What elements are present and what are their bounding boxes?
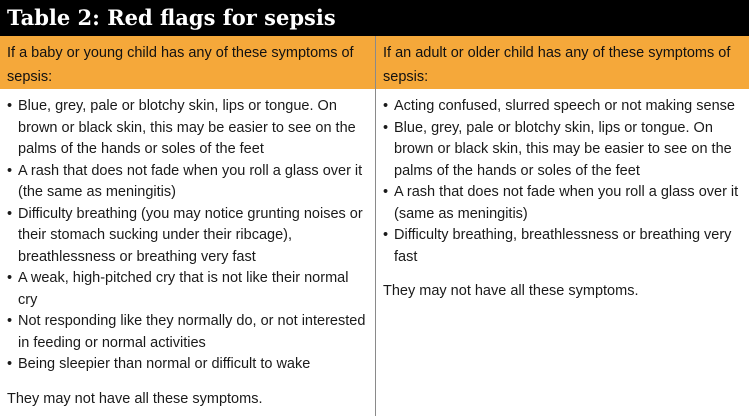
header-baby-child: If a baby or young child has any of these symptoms of sepsis: xyxy=(0,36,376,89)
cell-baby-child-symptoms xyxy=(0,89,376,416)
list-item: • Acting confused, slurred speech or not making sense xyxy=(383,96,742,118)
list-item: • Difficulty breathing (you may notice grunting noises or their stomach sucking under their ribcage), breathlessness or breathing very fast xyxy=(7,204,368,269)
table-body-row xyxy=(0,89,749,416)
header-adult-older-child: If an adult or older child has any of these symptoms of sepsis: xyxy=(383,45,731,85)
note-baby-child: They may not have all these symptoms. xyxy=(7,390,263,407)
symptom-list-adult-older-child xyxy=(383,96,742,268)
list-item: • Blue, grey, pale or blotchy skin, lips or tongue. On brown or black skin, this may be easier to see on the palms of the hands or soles of the feet xyxy=(383,118,742,183)
list-item: • Difficulty breathing, breathlessness or breathing very fast xyxy=(383,225,742,268)
list-item: • Being sleepier than normal or difficult to wake xyxy=(7,354,368,376)
symptom-list-baby-child xyxy=(7,96,368,376)
table-header-row xyxy=(0,36,749,89)
list-item: • Not responding like they normally do, or not interested in feeding or normal activities xyxy=(7,311,368,354)
table-title: Table 2: Red flags for sepsis xyxy=(0,0,749,36)
list-item: • A weak, high-pitched cry that is not like their normal cry xyxy=(7,268,368,311)
list-item: • Blue, grey, pale or blotchy skin, lips or tongue. On brown or black skin, this may be easier to see on the palms of the hands or soles of the feet xyxy=(7,96,368,161)
cell-adult-older-child-symptoms xyxy=(376,89,749,416)
list-item: • A rash that does not fade when you roll a glass over it (the same as meningitis) xyxy=(7,161,368,204)
note-adult-older-child: They may not have all these symptoms. xyxy=(383,283,639,299)
list-item: • A rash that does not fade when you roll a glass over it (same as meningitis) xyxy=(383,182,742,225)
